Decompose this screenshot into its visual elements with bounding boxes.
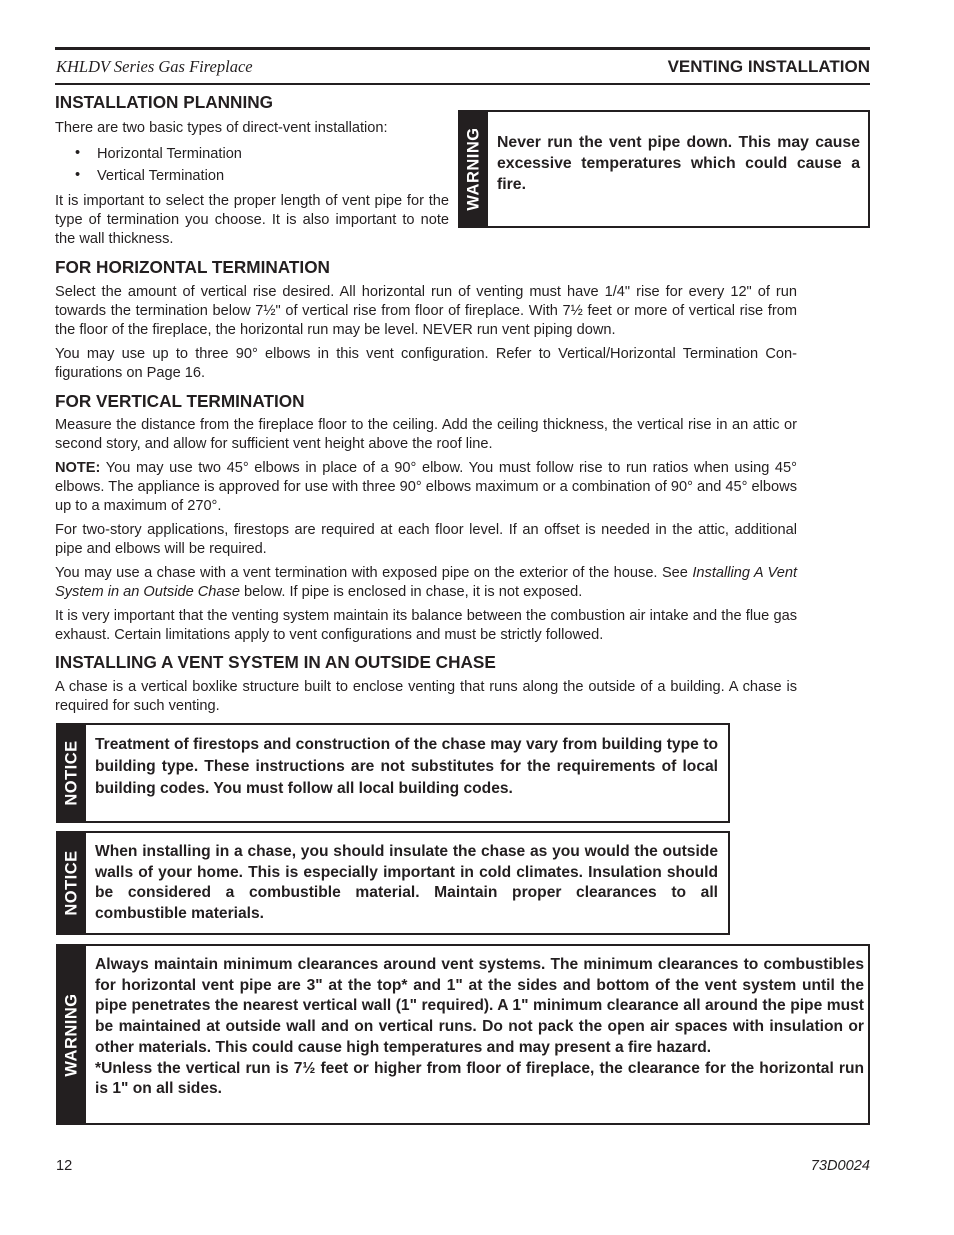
notice-box-insulation	[56, 831, 730, 935]
bullet-icon: •	[75, 145, 81, 161]
warning-text: Never run the vent pipe down. This may cause excessive temperatures which could cause a fire.	[497, 134, 860, 193]
heading-vertical-termination: FOR VERTICAL TERMINATION	[55, 391, 305, 411]
warning-tab: WARNING	[58, 946, 86, 1123]
heading-horizontal-termination: FOR HORIZONTAL TERMINATION	[55, 257, 330, 277]
note-label: NOTE:	[55, 460, 101, 476]
header-title-right: VENTING INSTALLATION	[667, 57, 870, 76]
document-number: 73D0024	[810, 1158, 870, 1174]
warning-tab: WARNING	[460, 112, 488, 226]
vertical-paragraph-3: For two-story applications, firestops are required at each floor level. If an offset is needed in the attic, additional pipe and elbows will be required.	[55, 522, 797, 557]
warning-box-vent-down	[458, 110, 870, 228]
notice-tab: NOTICE	[58, 833, 86, 933]
warning-box-clearances	[56, 944, 870, 1125]
heading-outside-chase: INSTALLING A VENT SYSTEM IN AN OUTSIDE CHASE	[55, 652, 496, 672]
notice-text: Treatment of firestops and construction of the chase may vary from building type to building type. These instructions are not substitutes for the requirements of local building codes. You must follow all local building codes.	[95, 736, 718, 797]
planning-intro: There are two basic types of direct-vent installation:	[55, 120, 388, 136]
notice-text: When installing in a chase, you should insulate the chase as you would the outside walls of your home. This is especially important in cold climates. Insulation should be considered a combustible material. Maintain proper clearances to all combustible materials.	[95, 843, 718, 923]
planning-paragraph: It is important to select the proper length of vent pipe for the type of termination you choose. It is also important to note the wall thickness.	[55, 193, 449, 247]
page-number: 12	[56, 1158, 73, 1174]
vertical-paragraph-4: You may use a chase with a vent termination with exposed pipe on the exterior of the house. See Installing A Vent System in an Outside Chase below. If pipe is enclosed in chase, it is not exposed.	[55, 565, 798, 600]
header-top-rule	[55, 47, 870, 50]
horizontal-paragraph-1: Select the amount of vertical rise desired. All horizontal run of venting must have 1/4" rise for every 12" of run towards the termination below 7½" of vertical rise from floor of fireplace. With 7½ feet or more of vertical rise from the floor of the fireplace, the horizontal run may be level. NEVER run vent piping down.	[55, 284, 797, 338]
vertical-note: NOTE: You may use two 45° elbows in place of a 90° elbow. You must follow rise to run ratios when using 45° elbows. The appliance is approved for use with three 90° elbows maximum or a combination of 90° and 45° elbows up to a maximum of 270°.	[55, 460, 797, 514]
warning-text: Always maintain minimum clearances around vent systems. The minimum clearances to combustibles for horizontal vent pipe are 3" at the top* and 1" at the sides and bottom of the vent system until the pipe penetrates the nearest vertical wall (1" required). A 1" minimum clearance all around the pipe must be maintained at outside wall and on vertical runs. Do not pack the open air spaces with insulation or other materials. This could cause high temperatures and may present a fire hazard. *Unless the vertical run is 7½ feet or higher from floor of fireplace, the clearance for the horizontal run is 1" on all sides.	[95, 955, 864, 1100]
chase-reference: Installing A Vent System in an Outside Chase	[55, 565, 798, 600]
notice-box-firestops	[56, 723, 730, 823]
vertical-paragraph-1: Measure the distance from the fireplace floor to the ceiling. Add the ceiling thickness, the vertical rise in an attic or second story, and allow for sufficient vent height above the roof line.	[55, 417, 797, 452]
vertical-paragraph-5: It is very important that the venting system maintain its balance between the combustion air intake and the flue gas exhaust. Certain limitations apply to vent configurations and must be strictly followed.	[55, 608, 797, 643]
bullet-icon: •	[75, 167, 81, 183]
chase-paragraph: A chase is a vertical boxlike structure built to enclose venting that runs along the outside of a building. A chase is required for such venting.	[55, 679, 797, 714]
notice-tab: NOTICE	[58, 725, 86, 821]
warning-footnote: *Unless the vertical run is 7½ feet or higher from floor of fireplace, the clearance for the horizontal run is 1" on all sides.	[95, 1059, 864, 1098]
heading-installation-planning: INSTALLATION PLANNING	[55, 92, 274, 112]
header-bottom-rule	[55, 83, 870, 85]
horizontal-paragraph-2: You may use up to three 90° elbows in this vent configuration. Refer to Vertical/Horizontal Termination Con-figurations on Page 16.	[55, 346, 797, 381]
header-title-left: KHLDV Series Gas Fireplace	[56, 57, 253, 76]
